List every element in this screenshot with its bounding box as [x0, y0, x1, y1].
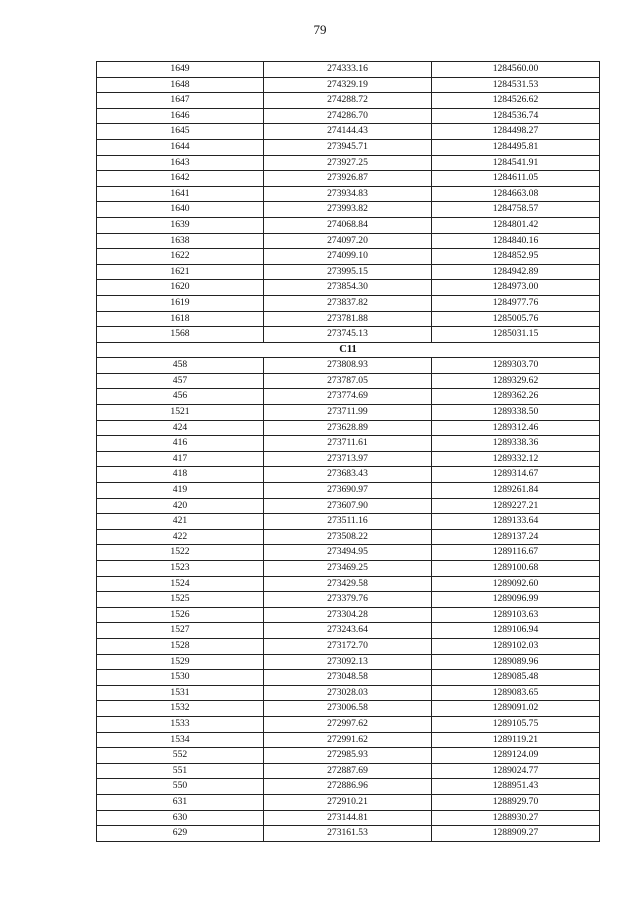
- point-number-cell: 630: [97, 810, 264, 826]
- y-coordinate-cell: 1284526.62: [432, 93, 600, 109]
- point-number-cell: 1641: [97, 186, 264, 202]
- table-row: [97, 420, 600, 436]
- x-coordinate-cell: 273995.15: [264, 264, 432, 280]
- table-row: [97, 249, 600, 265]
- point-number-cell: 1526: [97, 607, 264, 623]
- table-row: [97, 280, 600, 296]
- y-coordinate-cell: 1289314.67: [432, 467, 600, 483]
- point-number-cell: 1527: [97, 623, 264, 639]
- point-number-cell: 1522: [97, 545, 264, 561]
- point-number-cell: 1648: [97, 77, 264, 93]
- x-coordinate-cell: 273494.95: [264, 545, 432, 561]
- y-coordinate-cell: 1284611.05: [432, 171, 600, 187]
- y-coordinate-cell: 1289124.09: [432, 748, 600, 764]
- coordinates-table-body: [97, 62, 600, 842]
- x-coordinate-cell: 273774.69: [264, 389, 432, 405]
- table-row: [97, 592, 600, 608]
- point-number-cell: 1622: [97, 249, 264, 265]
- table-row: [97, 436, 600, 452]
- x-coordinate-cell: 273926.87: [264, 171, 432, 187]
- table-row: [97, 451, 600, 467]
- table-row: [97, 327, 600, 343]
- y-coordinate-cell: 1289024.77: [432, 763, 600, 779]
- table-row: [97, 763, 600, 779]
- table-row: [97, 202, 600, 218]
- table-row: [97, 186, 600, 202]
- table-row: [97, 171, 600, 187]
- x-coordinate-cell: 273993.82: [264, 202, 432, 218]
- y-coordinate-cell: 1284531.53: [432, 77, 600, 93]
- table-row: [97, 810, 600, 826]
- x-coordinate-cell: 273508.22: [264, 529, 432, 545]
- y-coordinate-cell: 1289089.96: [432, 654, 600, 670]
- x-coordinate-cell: 272997.62: [264, 716, 432, 732]
- x-coordinate-cell: 273144.81: [264, 810, 432, 826]
- point-number-cell: 1643: [97, 155, 264, 171]
- table-row: [97, 389, 600, 405]
- point-number-cell: 1533: [97, 716, 264, 732]
- point-number-cell: 1524: [97, 576, 264, 592]
- x-coordinate-cell: 273945.71: [264, 139, 432, 155]
- x-coordinate-cell: 273927.25: [264, 155, 432, 171]
- x-coordinate-cell: 273683.43: [264, 467, 432, 483]
- y-coordinate-cell: 1284801.42: [432, 217, 600, 233]
- x-coordinate-cell: 273511.16: [264, 514, 432, 530]
- point-number-cell: 1642: [97, 171, 264, 187]
- x-coordinate-cell: 273429.58: [264, 576, 432, 592]
- table-row: [97, 311, 600, 327]
- x-coordinate-cell: 273711.99: [264, 405, 432, 421]
- y-coordinate-cell: 1284840.16: [432, 233, 600, 249]
- table-row: [97, 373, 600, 389]
- point-number-cell: 629: [97, 826, 264, 842]
- y-coordinate-cell: 1284852.95: [432, 249, 600, 265]
- table-row: [97, 514, 600, 530]
- y-coordinate-cell: 1284498.27: [432, 124, 600, 140]
- table-row: [97, 623, 600, 639]
- x-coordinate-cell: 272991.62: [264, 732, 432, 748]
- table-row: [97, 529, 600, 545]
- x-coordinate-cell: 273711.61: [264, 436, 432, 452]
- point-number-cell: 1649: [97, 62, 264, 78]
- point-number-cell: 1531: [97, 685, 264, 701]
- point-number-cell: 551: [97, 763, 264, 779]
- table-row: [97, 701, 600, 717]
- x-coordinate-cell: 273837.82: [264, 295, 432, 311]
- x-coordinate-cell: 274288.72: [264, 93, 432, 109]
- table-row: [97, 576, 600, 592]
- x-coordinate-cell: 273607.90: [264, 498, 432, 514]
- x-coordinate-cell: 274329.19: [264, 77, 432, 93]
- point-number-cell: 1644: [97, 139, 264, 155]
- x-coordinate-cell: 273781.88: [264, 311, 432, 327]
- table-row: [97, 638, 600, 654]
- x-coordinate-cell: 274099.10: [264, 249, 432, 265]
- point-number-cell: 1530: [97, 670, 264, 686]
- table-row: [97, 77, 600, 93]
- x-coordinate-cell: 273161.53: [264, 826, 432, 842]
- x-coordinate-cell: 272887.69: [264, 763, 432, 779]
- table-row: [97, 139, 600, 155]
- y-coordinate-cell: 1288929.70: [432, 794, 600, 810]
- table-row: [97, 295, 600, 311]
- y-coordinate-cell: 1288930.27: [432, 810, 600, 826]
- y-coordinate-cell: 1289362.26: [432, 389, 600, 405]
- point-number-cell: 456: [97, 389, 264, 405]
- table-row: [97, 670, 600, 686]
- point-number-cell: 1621: [97, 264, 264, 280]
- point-number-cell: 1647: [97, 93, 264, 109]
- y-coordinate-cell: 1288951.43: [432, 779, 600, 795]
- y-coordinate-cell: 1289303.70: [432, 358, 600, 374]
- table-row: [97, 654, 600, 670]
- y-coordinate-cell: 1289091.02: [432, 701, 600, 717]
- y-coordinate-cell: 1285031.15: [432, 327, 600, 343]
- y-coordinate-cell: 1289092.60: [432, 576, 600, 592]
- x-coordinate-cell: 272910.21: [264, 794, 432, 810]
- x-coordinate-cell: 273469.25: [264, 561, 432, 577]
- point-number-cell: 1534: [97, 732, 264, 748]
- y-coordinate-cell: 1289338.36: [432, 436, 600, 452]
- y-coordinate-cell: 1289137.24: [432, 529, 600, 545]
- y-coordinate-cell: 1289338.50: [432, 405, 600, 421]
- table-row: [97, 779, 600, 795]
- point-number-cell: 1640: [97, 202, 264, 218]
- table-row: [97, 826, 600, 842]
- y-coordinate-cell: 1288909.27: [432, 826, 600, 842]
- coordinates-table: [96, 61, 600, 842]
- point-number-cell: 1532: [97, 701, 264, 717]
- point-number-cell: 1645: [97, 124, 264, 140]
- y-coordinate-cell: 1289106.94: [432, 623, 600, 639]
- y-coordinate-cell: 1289083.65: [432, 685, 600, 701]
- point-number-cell: 422: [97, 529, 264, 545]
- point-number-cell: 420: [97, 498, 264, 514]
- x-coordinate-cell: 273028.03: [264, 685, 432, 701]
- y-coordinate-cell: 1289312.46: [432, 420, 600, 436]
- point-number-cell: 457: [97, 373, 264, 389]
- table-row: [97, 62, 600, 78]
- section-label: С11: [97, 342, 600, 358]
- point-number-cell: 416: [97, 436, 264, 452]
- table-row: [97, 467, 600, 483]
- y-coordinate-cell: 1289102.03: [432, 638, 600, 654]
- x-coordinate-cell: 273048.58: [264, 670, 432, 686]
- y-coordinate-cell: 1289105.75: [432, 716, 600, 732]
- point-number-cell: 424: [97, 420, 264, 436]
- x-coordinate-cell: 272886.96: [264, 779, 432, 795]
- x-coordinate-cell: 274286.70: [264, 108, 432, 124]
- table-row: [97, 233, 600, 249]
- table-row: [97, 217, 600, 233]
- table-row: [97, 794, 600, 810]
- x-coordinate-cell: 273854.30: [264, 280, 432, 296]
- y-coordinate-cell: 1289103.63: [432, 607, 600, 623]
- y-coordinate-cell: 1289133.64: [432, 514, 600, 530]
- table-row: [97, 545, 600, 561]
- y-coordinate-cell: 1284541.91: [432, 155, 600, 171]
- x-coordinate-cell: 273379.76: [264, 592, 432, 608]
- x-coordinate-cell: 273092.13: [264, 654, 432, 670]
- point-number-cell: 1529: [97, 654, 264, 670]
- x-coordinate-cell: 273690.97: [264, 483, 432, 499]
- point-number-cell: 418: [97, 467, 264, 483]
- point-number-cell: 1619: [97, 295, 264, 311]
- y-coordinate-cell: 1289116.67: [432, 545, 600, 561]
- x-coordinate-cell: 274333.16: [264, 62, 432, 78]
- point-number-cell: 1620: [97, 280, 264, 296]
- x-coordinate-cell: 274097.20: [264, 233, 432, 249]
- table-row: [97, 264, 600, 280]
- point-number-cell: 1523: [97, 561, 264, 577]
- table-row: [97, 483, 600, 499]
- x-coordinate-cell: 273745.13: [264, 327, 432, 343]
- y-coordinate-cell: 1289227.21: [432, 498, 600, 514]
- table-row: [97, 561, 600, 577]
- point-number-cell: 1528: [97, 638, 264, 654]
- table-row: [97, 498, 600, 514]
- y-coordinate-cell: 1284973.00: [432, 280, 600, 296]
- x-coordinate-cell: 273713.97: [264, 451, 432, 467]
- table-row: [97, 716, 600, 732]
- point-number-cell: 458: [97, 358, 264, 374]
- table-row: [97, 685, 600, 701]
- x-coordinate-cell: 273172.70: [264, 638, 432, 654]
- y-coordinate-cell: 1284560.00: [432, 62, 600, 78]
- y-coordinate-cell: 1289096.99: [432, 592, 600, 608]
- y-coordinate-cell: 1289085.48: [432, 670, 600, 686]
- y-coordinate-cell: 1284977.76: [432, 295, 600, 311]
- point-number-cell: 419: [97, 483, 264, 499]
- point-number-cell: 550: [97, 779, 264, 795]
- x-coordinate-cell: 274144.43: [264, 124, 432, 140]
- y-coordinate-cell: 1284663.08: [432, 186, 600, 202]
- x-coordinate-cell: 272985.93: [264, 748, 432, 764]
- table-row: [97, 93, 600, 109]
- y-coordinate-cell: 1284758.57: [432, 202, 600, 218]
- table-row: [97, 732, 600, 748]
- point-number-cell: 1525: [97, 592, 264, 608]
- point-number-cell: 1639: [97, 217, 264, 233]
- point-number-cell: 1568: [97, 327, 264, 343]
- point-number-cell: 1618: [97, 311, 264, 327]
- table-row: [97, 124, 600, 140]
- point-number-cell: 1521: [97, 405, 264, 421]
- x-coordinate-cell: 273808.93: [264, 358, 432, 374]
- x-coordinate-cell: 273628.89: [264, 420, 432, 436]
- section-header-row: [97, 342, 600, 358]
- x-coordinate-cell: 273304.28: [264, 607, 432, 623]
- x-coordinate-cell: 273934.83: [264, 186, 432, 202]
- y-coordinate-cell: 1284495.81: [432, 139, 600, 155]
- table-row: [97, 405, 600, 421]
- y-coordinate-cell: 1289119.21: [432, 732, 600, 748]
- y-coordinate-cell: 1289329.62: [432, 373, 600, 389]
- point-number-cell: 631: [97, 794, 264, 810]
- point-number-cell: 552: [97, 748, 264, 764]
- table-row: [97, 607, 600, 623]
- x-coordinate-cell: 273006.58: [264, 701, 432, 717]
- point-number-cell: 421: [97, 514, 264, 530]
- table-row: [97, 108, 600, 124]
- x-coordinate-cell: 273787.05: [264, 373, 432, 389]
- table-row: [97, 358, 600, 374]
- y-coordinate-cell: 1285005.76: [432, 311, 600, 327]
- table-row: [97, 748, 600, 764]
- point-number-cell: 1638: [97, 233, 264, 249]
- page-number: 79: [313, 22, 327, 37]
- x-coordinate-cell: 273243.64: [264, 623, 432, 639]
- table-row: [97, 155, 600, 171]
- y-coordinate-cell: 1289332.12: [432, 451, 600, 467]
- point-number-cell: 1646: [97, 108, 264, 124]
- y-coordinate-cell: 1289100.68: [432, 561, 600, 577]
- point-number-cell: 417: [97, 451, 264, 467]
- x-coordinate-cell: 274068.84: [264, 217, 432, 233]
- y-coordinate-cell: 1284942.89: [432, 264, 600, 280]
- y-coordinate-cell: 1284536.74: [432, 108, 600, 124]
- y-coordinate-cell: 1289261.84: [432, 483, 600, 499]
